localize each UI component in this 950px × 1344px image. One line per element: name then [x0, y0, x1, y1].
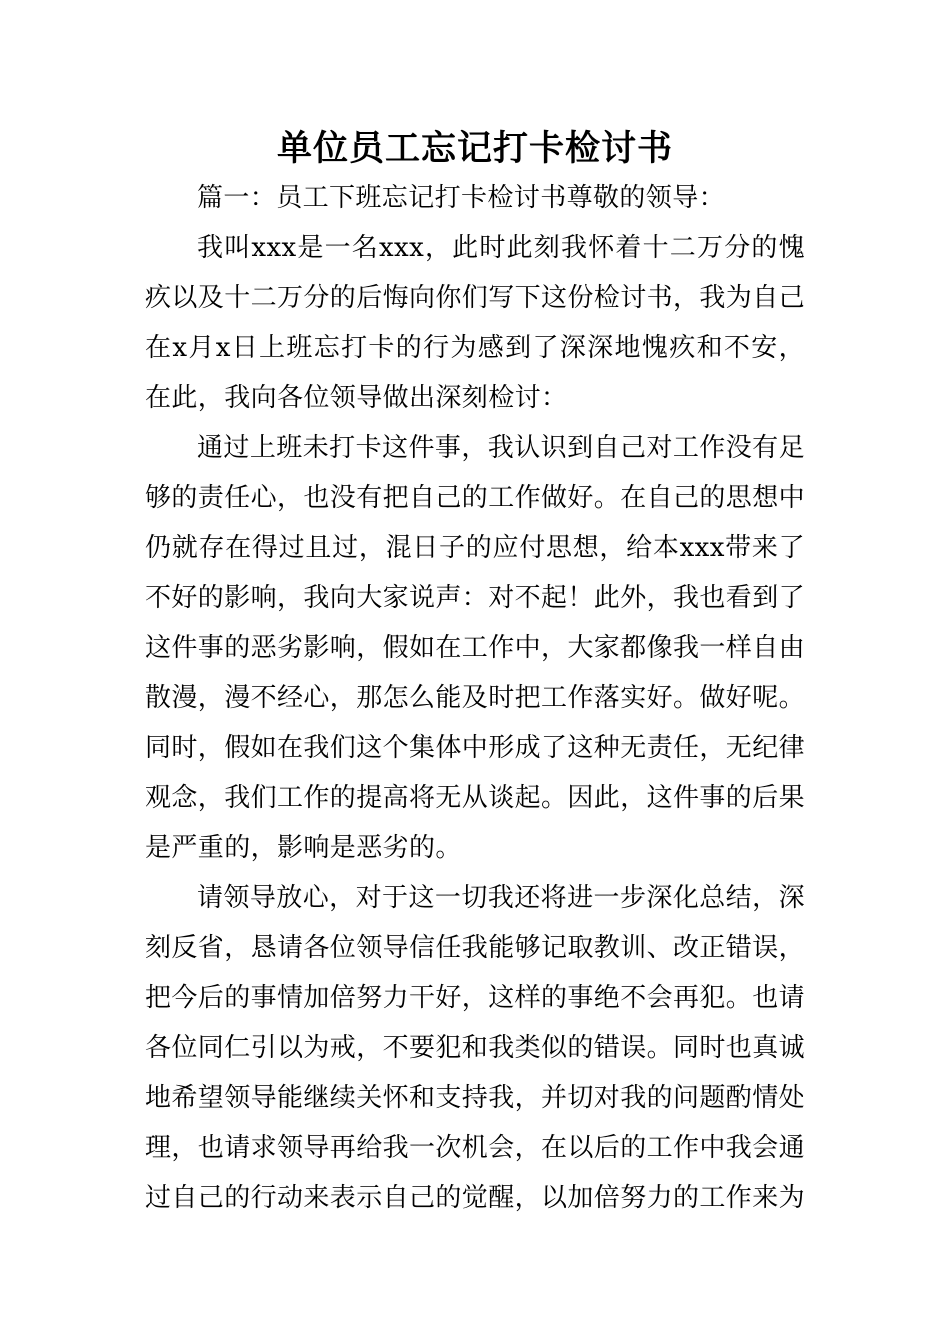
document-title: 单位员工忘记打卡检讨书 [276, 128, 673, 169]
paragraph-heading: 篇一：员工下班忘记打卡检讨书尊敬的领导： [197, 183, 726, 213]
paragraph-1: 我叫xxx是一名xxx，此时此刻我怀着十二万分的愧疚以及十二万分的后悔向你们写下这份检讨书，我为自己在x月x日上班忘打卡的行为感到了深深地愧疚和不安，在此，我向各位领导做出深刻检讨： [145, 233, 806, 413]
document-body [145, 173, 805, 1223]
paragraph-3: 请领导放心，对于这一切我还将进一步深化总结，深刻反省，恳请各位领导信任我能够记取教训、改正错误，把今后的事情加倍努力干好，这样的事绝不会再犯。也请各位同仁引以为戒，不要犯和我类似的错误。同时也真诚地希望领导能继续关怀和支持我，并切对我的问题酌情处理，也请求领导再给我一次机会，在以后的工作中我会通过自己的行动来表示自己的觉醒，以加倍努力的工作来为 [145, 883, 806, 1213]
paragraph-2: 通过上班未打卡这件事，我认识到自己对工作没有足够的责任心，也没有把自己的工作做好。在自己的思想中仍就存在得过且过，混日子的应付思想，给本xxx带来了不好的影响，我向大家说声：对不起！此外，我也看到了这件事的恶劣影响，假如在工作中，大家都像我一样自由散漫，漫不经心，那怎么能及时把工作落实好。做好呢。同时，假如在我们这个集体中形成了这种无责任，无纪律观念，我们工作的提高将无从谈起。因此，这件事的后果是严重的，影响是恶劣的。 [145, 433, 806, 863]
